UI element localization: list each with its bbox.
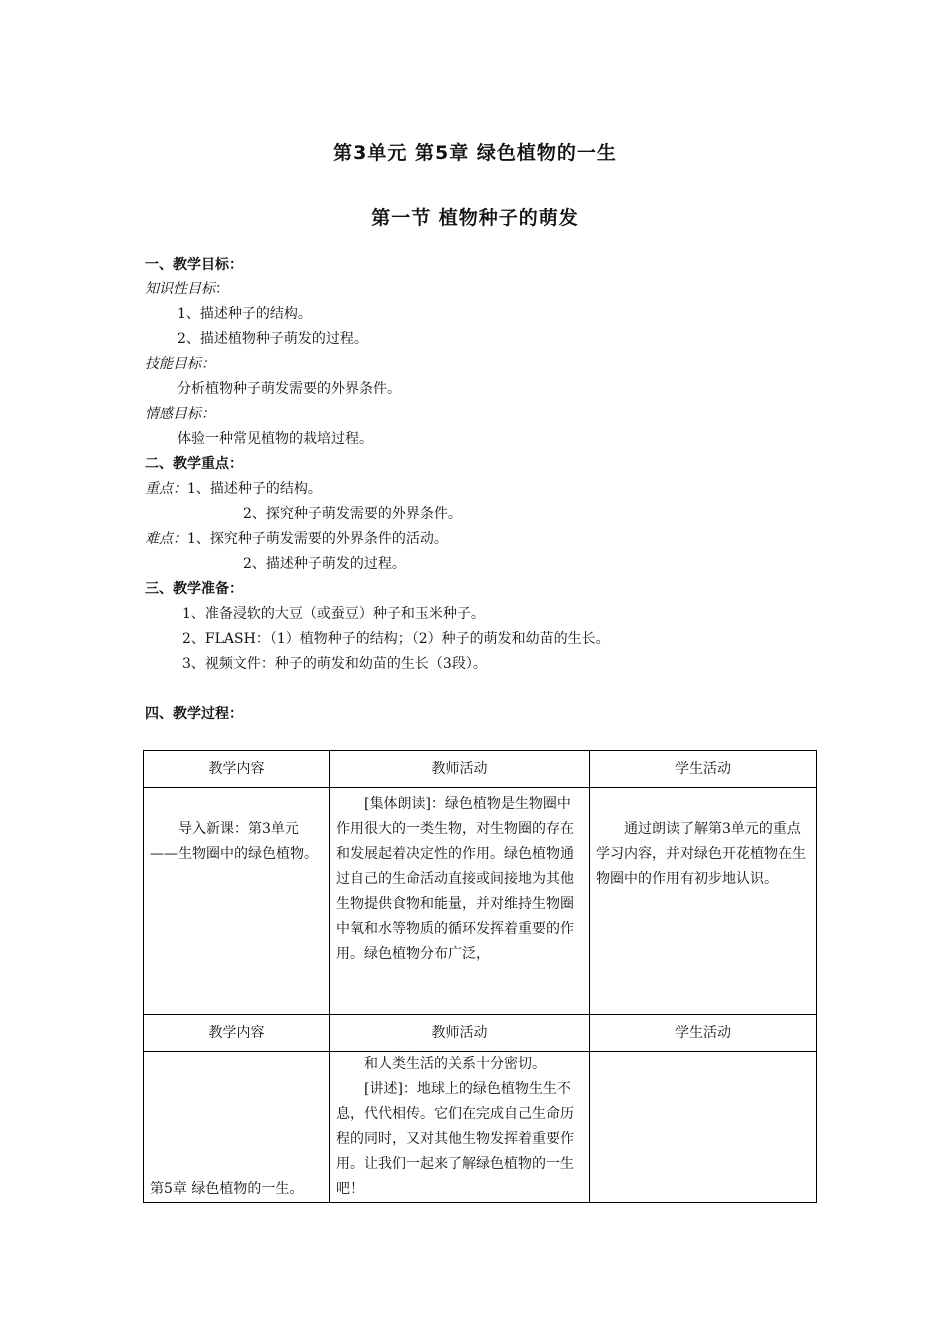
difficult-point-row-1 [145, 530, 448, 548]
preparation-item-2: 2、FLASH：（1）植物种子的结构；（2）种子的萌发和幼苗的生长。 [182, 631, 610, 647]
knowledge-item-1: 1、描述种子的结构。 [177, 306, 312, 322]
row2-content-cell [144, 1052, 330, 1203]
header-content: 教学内容 [144, 751, 330, 788]
header-teacher: 教师活动 [330, 751, 590, 788]
key-point-row-1 [145, 480, 322, 498]
document-title: 第3单元 第5章 绿色植物的一生 [333, 142, 617, 164]
row1-teacher: [集体朗读]：绿色植物是生物圈中作用很大的一类生物，对生物圈的存在和发展起着决定性的作用。绿色植物通过自己的生命活动直接或间接地为其他生物提供食物和能量，并对维持生物圈中氧和水等物质的循环发挥着重要的作用。绿色植物分布广泛， [336, 796, 574, 962]
header-student: 学生活动 [590, 751, 817, 788]
row1-student-cell [590, 788, 817, 1015]
header-student-repeat: 学生活动 [590, 1015, 817, 1052]
row2-teacher-p2: [讲述]：地球上的绿色植物生生不息，代代相传。它们在完成自己生命历程的同时，又对其他生物发挥着重要作用。让我们一起来了解绿色植物的一生吧！ [336, 1081, 574, 1197]
emotion-objective-label: 情感目标： [145, 406, 215, 422]
key-item-2: 2、探究种子萌发需要的外界条件。 [243, 506, 462, 522]
emotion-item: 体验一种常见植物的栽培过程。 [177, 431, 373, 447]
table-header-row-repeat [144, 1015, 817, 1052]
difficult-label: 难点： [145, 531, 187, 547]
preparation-item-3: 3、视频文件：种子的萌发和幼苗的生长（3段）。 [182, 656, 487, 672]
lesson-table [143, 750, 817, 1203]
process-heading: 四、教学过程： [145, 706, 243, 722]
difficult-item-1: 1、探究种子萌发需要的外界条件的活动。 [187, 531, 448, 547]
section-title: 第一节 植物种子的萌发 [371, 207, 579, 229]
table-row [144, 1052, 817, 1203]
objectives-heading: 一、教学目标： [145, 257, 243, 273]
row1-teacher-cell [330, 788, 590, 1015]
knowledge-label-text: 知识性目标 [145, 281, 215, 297]
skill-item: 分析植物种子萌发需要的外界条件。 [177, 381, 401, 397]
row1-student: 通过朗读了解第3单元的重点学习内容，并对绿色开花植物在生物圈中的作用有初步地认识。 [596, 821, 806, 887]
row2-teacher-p1: 和人类生活的关系十分密切。 [364, 1056, 546, 1072]
skill-objective-label: 技能目标： [145, 356, 215, 372]
table-row [144, 788, 817, 1015]
row1-content-cell [144, 788, 330, 1015]
knowledge-label-colon: ： [215, 281, 229, 297]
knowledge-item-2: 2、描述植物种子萌发的过程。 [177, 331, 368, 347]
preparation-heading: 三、教学准备： [145, 581, 243, 597]
key-points-heading: 二、教学重点： [145, 456, 243, 472]
difficult-item-2: 2、描述种子萌发的过程。 [243, 556, 406, 572]
header-teacher-repeat: 教师活动 [330, 1015, 590, 1052]
preparation-item-1: 1、准备浸软的大豆（或蚕豆）种子和玉米种子。 [182, 606, 485, 622]
header-content-repeat: 教学内容 [144, 1015, 330, 1052]
knowledge-objective-label [145, 280, 229, 298]
key-label: 重点： [145, 481, 187, 497]
table-header-row [144, 751, 817, 788]
row2-content: 第5章 绿色植物的一生。 [150, 1181, 304, 1197]
key-item-1: 1、描述种子的结构。 [187, 481, 322, 497]
row1-content: 导入新课：第3单元——生物圈中的绿色植物。 [150, 821, 318, 862]
row2-teacher-cell [330, 1052, 590, 1203]
row2-student-cell [590, 1052, 817, 1203]
